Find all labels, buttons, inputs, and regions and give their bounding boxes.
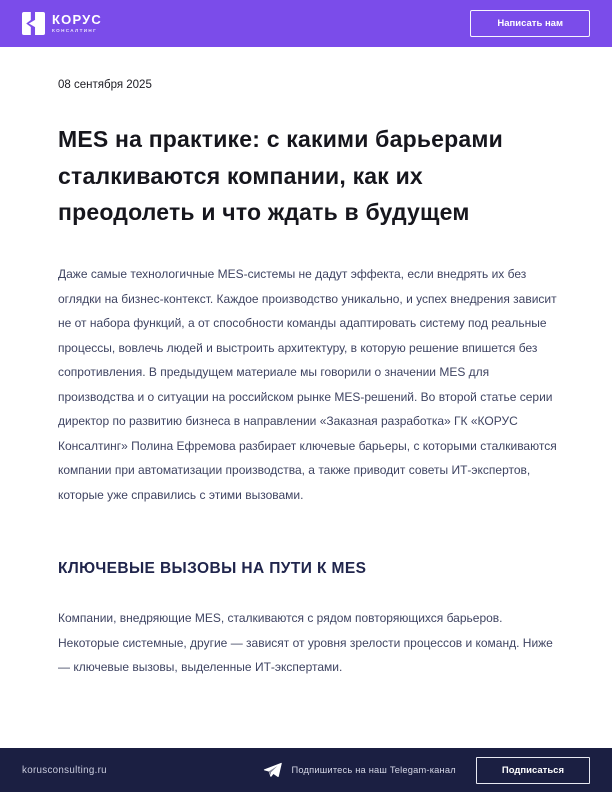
article-title: MES на практике: с какими барьерами сталкиваются компании, как их преодолеть и что ждать в будущем bbox=[58, 126, 503, 225]
telegram-icon bbox=[263, 762, 282, 779]
korus-logo-icon bbox=[22, 12, 45, 35]
logo-brand-subtitle: КОНСАЛТИНГ bbox=[52, 27, 98, 33]
site-footer bbox=[0, 748, 612, 792]
contact-button[interactable]: Написать нам bbox=[470, 10, 590, 37]
site-url-link[interactable]: korusconsulting.ru bbox=[22, 764, 107, 776]
article-date: 08 сентября 2025 bbox=[58, 79, 152, 91]
article-content bbox=[58, 0, 558, 748]
section-paragraph: Компании, внедряющие MES, сталкиваются с рядом повторяющихся барьеров. Некоторые системные, другие — зависят от уровня зрелости процессов и команд. Ниже — ключевые вызовы, выделенные ИТ-экспертами. bbox=[58, 611, 553, 674]
section-heading: КЛЮЧЕВЫЕ ВЫЗОВЫ НА ПУТИ К MES bbox=[58, 560, 367, 577]
telegram-promo bbox=[263, 762, 455, 779]
article-intro: Даже самые технологичные MES-системы не дадут эффекта, если внедрять их без оглядки на бизнес-контекст. Каждое производство уникально, и успех внедрения зависит не от набора функций, а от способности команды адаптировать систему под реальные процессы, вовлечь людей и выстроить архитектуру, в которую решение впишется без сопротивления. В предыдущем материале мы говорили о значении MES для производства и о ситуации на российском рынке MES-решений. Во второй статье серии директор по развитию бизнеса в направлении «Заказная разработка» ГК «КОРУС Консалтинг» Полина Ефремова разбирает ключевые барьеры, с которыми сталкиваются компании при автоматизации производства, а также приводит советы ИТ-экспертов, которые уже справились с этими вызовами. bbox=[58, 267, 557, 502]
telegram-promo-text: Подпишитесь на наш Telegam-канал bbox=[291, 765, 456, 775]
logo-brand-name: КОРУС bbox=[52, 12, 103, 28]
subscribe-button[interactable]: Подписаться bbox=[476, 757, 590, 784]
